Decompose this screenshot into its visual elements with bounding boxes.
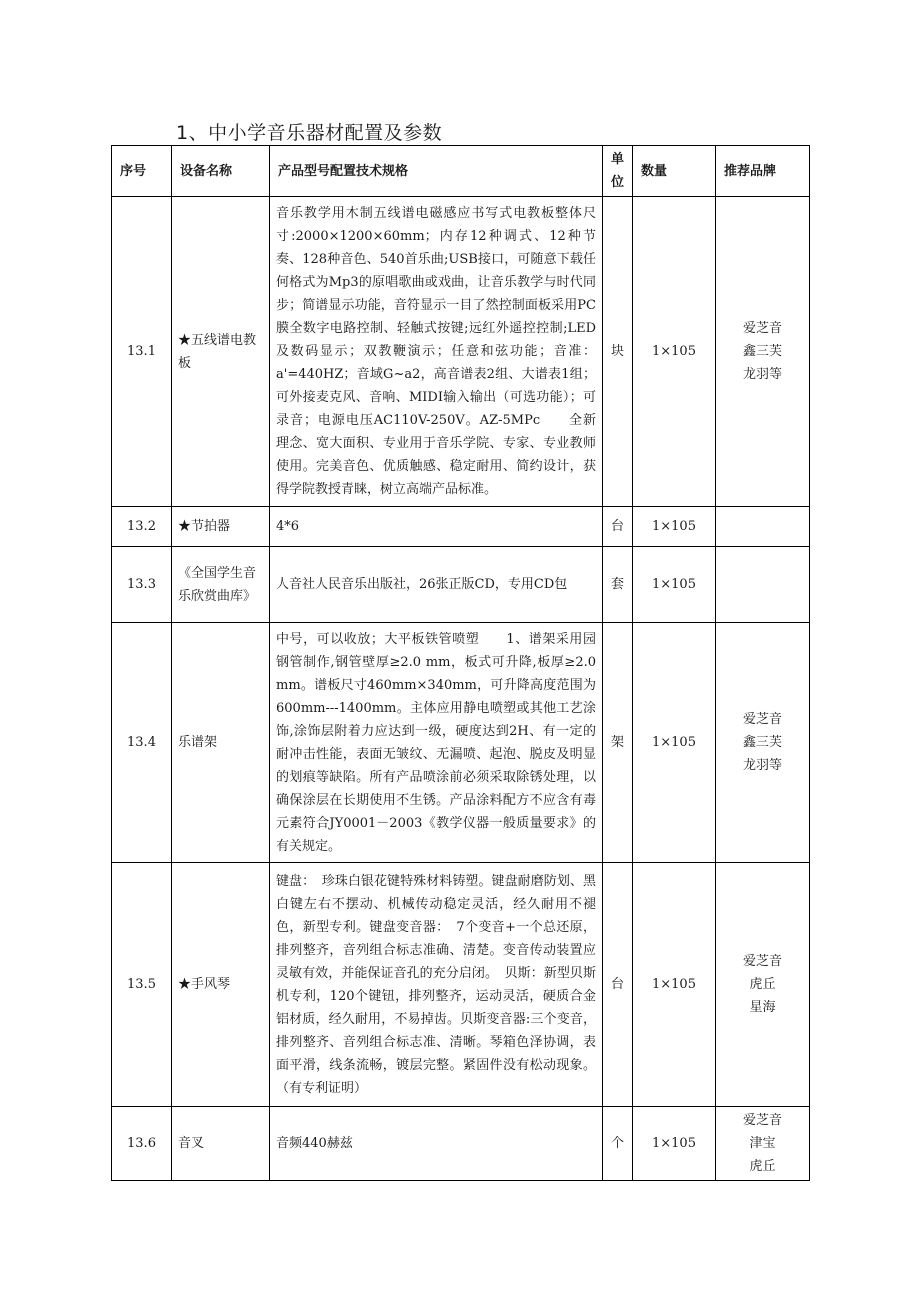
equipment-unit: 台 [603, 507, 633, 547]
equipment-quantity: 1×105 [633, 863, 716, 1107]
recommended-brand [716, 1107, 810, 1181]
table-row [112, 507, 810, 547]
table-row [112, 547, 810, 623]
equipment-spec: 音频440赫兹 [270, 1107, 603, 1181]
brand-name: 爱芝音 [742, 712, 782, 727]
equipment-spec: 中号，可以收放；大平板铁管喷塑 1、谱架采用园钢管制作,钢管壁厚≥2.0 mm，板式可升降,板厚≥2.0 mm。谱板尺寸460mm×340mm，可升降高度范围为600mm---1400mm。主体应用静电喷塑或其他工艺涂饰,涂饰层附着力应达到一级，硬度达到2H、有一定的耐冲击性能，表面无皱纹、无漏喷、起泡、脱皮及明显的划痕等缺陷。所有产品喷涂前必须采取除锈处理，以确保涂层在长期使用不生锈。产品涂料配方不应含有毒元素符合JY0001－2003《教学仪器一般质量要求》的有关规定。 [270, 623, 603, 863]
row-number: 13.3 [112, 547, 172, 623]
brand-name: 鑫三芙 [742, 735, 782, 750]
table-header-row [112, 146, 810, 197]
equipment-spec: 键盘： 珍珠白银花键特殊材料铸塑。键盘耐磨防划、黑白键左右不摆动、机械传动稳定灵活，经久耐用不褪色，新型专利。键盘变音器： 7个变音+一个总还原，排列整齐，音列组合标志准确、清楚。变音传动装置应灵敏有效，并能保证音孔的充分启闭。 贝斯：新型贝斯机专利，120个键钮，排列整齐，运动灵活，硬质合金铝材质，经久耐用，不易掉齿。贝斯变音器:三个变音，排列整齐、音列组合标志准、清晰。琴箱色泽协调，表面平滑，线条流畅，镀层完整。紧固件没有松动现象。（有专利证明） [270, 863, 603, 1107]
equipment-spec: 人音社人民音乐出版社，26张正版CD，专用CD包 [270, 547, 603, 623]
table-row [112, 623, 810, 863]
brand-name: 虎丘 [749, 1159, 776, 1174]
recommended-brand [716, 863, 810, 1107]
recommended-brand [716, 507, 810, 547]
header-spec: 产品型号配置技术规格 [270, 146, 603, 197]
recommended-brand [716, 197, 810, 507]
equipment-quantity: 1×105 [633, 507, 716, 547]
row-number: 13.1 [112, 197, 172, 507]
equipment-name: 《全国学生音乐欣赏曲库》 [172, 547, 270, 623]
equipment-name: ★五线谱电教板 [172, 197, 270, 507]
equipment-name: 乐谱架 [172, 623, 270, 863]
equipment-unit: 套 [603, 547, 633, 623]
table-row [112, 1107, 810, 1181]
table-row [112, 197, 810, 507]
equipment-unit: 块 [603, 197, 633, 507]
header-unit: 单位 [603, 146, 633, 197]
brand-name: 虎丘 [749, 977, 776, 992]
brand-name: 龙羽等 [742, 758, 782, 773]
recommended-brand [716, 623, 810, 863]
equipment-quantity: 1×105 [633, 197, 716, 507]
brand-name: 津宝 [749, 1136, 776, 1151]
brand-name: 爱芝音 [742, 954, 782, 969]
equipment-name: 音叉 [172, 1107, 270, 1181]
row-number: 13.4 [112, 623, 172, 863]
recommended-brand [716, 547, 810, 623]
equipment-unit: 个 [603, 1107, 633, 1181]
header-no: 序号 [112, 146, 172, 197]
row-number: 13.6 [112, 1107, 172, 1181]
equipment-quantity: 1×105 [633, 1107, 716, 1181]
table-row [112, 863, 810, 1107]
equipment-spec: 4*6 [270, 507, 603, 547]
brand-name: 龙羽等 [742, 367, 782, 382]
row-number: 13.5 [112, 863, 172, 1107]
brand-name: 爱芝音 [742, 1113, 782, 1128]
equipment-unit: 架 [603, 623, 633, 863]
equipment-name: ★节拍器 [172, 507, 270, 547]
equipment-spec-table [111, 145, 810, 1181]
header-qty: 数量 [633, 146, 716, 197]
brand-name: 爱芝音 [742, 321, 782, 336]
equipment-spec: 音乐教学用木制五线谱电磁感应书写式电教板整体尺寸:2000×1200×60mm；内存12种调式、12种节奏、128种音色、540首乐曲;USB接口，可随意下载任何格式为Mp3的原唱歌曲或戏曲，让音乐教学与时代同步；简谱显示功能，音符显示一目了然控制面板采用PC膜全数字电路控制、轻触式按键;远红外遥控控制;LED及数码显示；双教鞭演示；任意和弦功能；音准：a'=440HZ；音域G~a2，高音谱表2组、大谱表1组；可外接麦克风、音响、MIDI输入输出（可选功能）；可录音；电源电压AC110V-250V。AZ-5MPc 全新理念、宽大面积、专业用于音乐学院、专家、专业教师使用。完美音色、优质触感、稳定耐用、简约设计，获得学院教授青睐，树立高端产品标准。 [270, 197, 603, 507]
brand-name: 鑫三芙 [742, 344, 782, 359]
equipment-name: ★手风琴 [172, 863, 270, 1107]
row-number: 13.2 [112, 507, 172, 547]
document-title: 1、中小学音乐器材配置及参数 [176, 122, 443, 144]
equipment-quantity: 1×105 [633, 547, 716, 623]
brand-name: 星海 [749, 1000, 776, 1015]
equipment-quantity: 1×105 [633, 623, 716, 863]
equipment-unit: 台 [603, 863, 633, 1107]
header-name: 设备名称 [172, 146, 270, 197]
header-brand: 推荐品牌 [716, 146, 810, 197]
